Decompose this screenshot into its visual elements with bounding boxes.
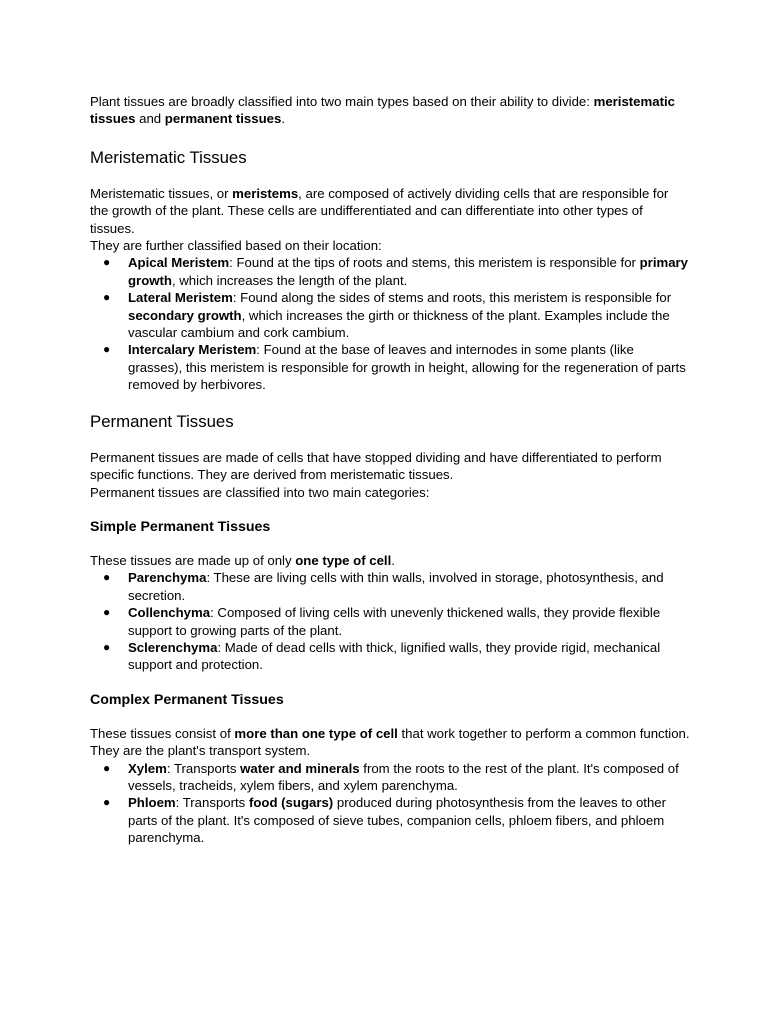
meristem-list: [90, 254, 690, 393]
list-item: ● Apical Meristem: Found at the tips of roots and stems, this meristem is responsible for primary growth, which increases the length of the plant.: [103, 255, 689, 288]
list-item: ● Parenchyma: These are living cells with thin walls, involved in storage, photosynthesis, and secretion.: [103, 570, 664, 603]
intro-paragraph: Plant tissues are broadly classified into two main types based on their ability to divide: meristematic tissues and permanent tissues.: [90, 94, 675, 127]
meristematic-classification-text: They are further classified based on their location:: [90, 238, 382, 254]
bullet-icon: ●: [103, 570, 111, 585]
complex-tissue-list: [90, 760, 690, 847]
permanent-categories-text: Permanent tissues are classified into two main categories:: [90, 484, 430, 500]
bullet-icon: ●: [103, 605, 111, 620]
document-content: [90, 93, 690, 847]
heading-permanent: Permanent Tissues: [90, 411, 234, 431]
bullet-icon: ●: [103, 795, 111, 810]
bold-term: permanent tissues: [164, 111, 282, 127]
meristematic-paragraph: Meristematic tissues, or meristems, are composed of actively dividing cells that are responsible for the growth of the plant. These cells are undifferentiated and can differentiate into other types of tissues.: [90, 185, 669, 236]
complex-paragraph: These tissues consist of more than one type of cell that work together to perform a common function. They are the plant's transport system.: [90, 725, 690, 759]
permanent-paragraph: Permanent tissues are made of cells that have stopped dividing and have differentiated to perform specific functions. They are derived from meristematic tissues.: [90, 449, 662, 483]
bullet-icon: ●: [103, 639, 111, 654]
list-item: ● Phloem: Transports food (sugars) produced during photosynthesis from the leaves to other parts of the plant. It's composed of sieve tubes, companion cells, phloem fibers, and phloem parenchyma.: [103, 795, 667, 846]
bullet-icon: ●: [103, 290, 111, 305]
bullet-icon: ●: [103, 342, 111, 357]
simple-paragraph: These tissues are made up of only one type of cell.: [90, 552, 395, 568]
list-item: ● Lateral Meristem: Found along the sides of stems and roots, this meristem is responsible for secondary growth, which increases the girth or thickness of the plant. Examples include the vascular cambium and cork cambium.: [103, 290, 672, 341]
list-item: ● Collenchyma: Composed of living cells with unevenly thickened walls, they provide flexible support to growing parts of the plant.: [103, 605, 661, 638]
list-item: ● Xylem: Transports water and minerals from the roots to the rest of the plant. It's composed of vessels, tracheids, xylem fibers, and xylem parenchyma.: [103, 760, 679, 793]
simple-tissue-list: [90, 569, 690, 673]
list-item: ● Intercalary Meristem: Found at the base of leaves and internodes in some plants (like grasses), this meristem is responsible for growth in height, allowing for the regeneration of parts removed by herbivores.: [103, 342, 686, 393]
heading-complex-permanent: Complex Permanent Tissues: [90, 691, 284, 708]
heading-simple-permanent: Simple Permanent Tissues: [90, 518, 271, 535]
bold-term: meristematic tissues: [90, 94, 675, 127]
list-item: ● Sclerenchyma: Made of dead cells with thick, lignified walls, they provide rigid, mechanical support and protection.: [103, 639, 661, 673]
bullet-icon: ●: [103, 760, 111, 775]
bullet-icon: ●: [103, 255, 111, 270]
heading-meristematic: Meristematic Tissues: [90, 147, 247, 167]
